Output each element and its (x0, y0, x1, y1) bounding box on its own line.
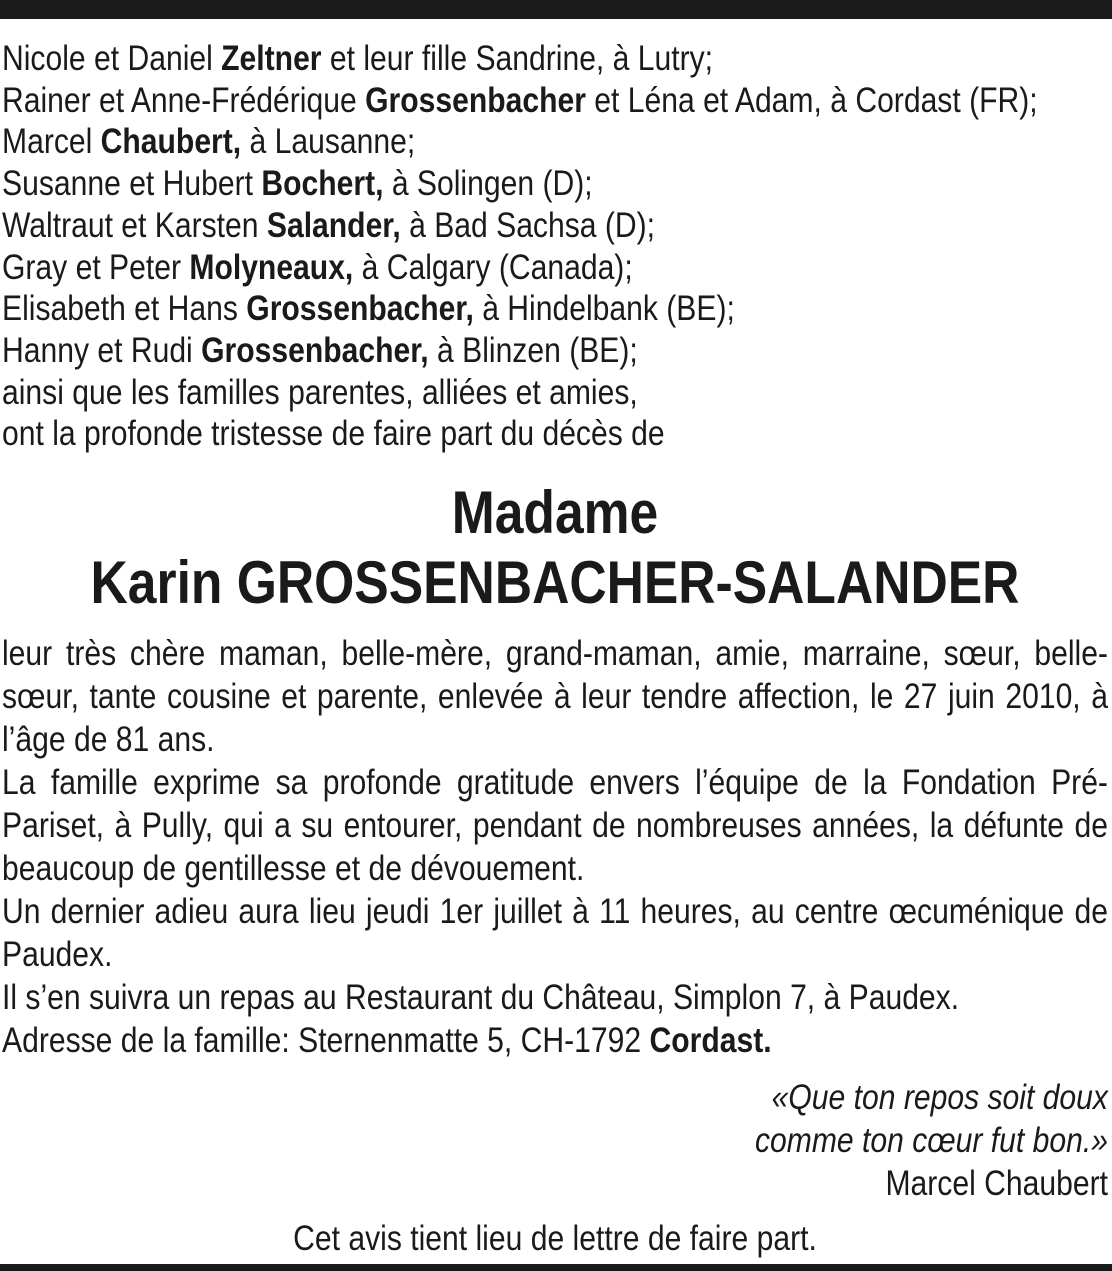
gratitude-paragraph: La famille exprime sa profonde gratitude envers l’équipe de la Fondation Pré-Pariset, à Pully, qui a su entourer, pendant de nombreuses années, la défunte de beaucoup de gentillesse et de dévouement. (2, 763, 1108, 889)
description-paragraph: leur très chère maman, belle-mère, grand-maman, amie, marraine, sœur, belle-sœur, tante cousine et parente, enlevée à leur tendre affection, le 27 juin 2010, à l’âge de 81 ans. (2, 634, 1108, 760)
deceased-name: Karin GROSSENBACHER-SALANDER (90, 549, 1020, 617)
family-name: Chaubert, (100, 122, 242, 162)
family-line: Gray et Peter Molyneaux, à Calgary (Canada); (2, 247, 633, 287)
deceased-honorific: Madame (451, 479, 659, 547)
meal-paragraph: Il s’en suivra un repas au Restaurant du Château, Simplon 7, à Paudex. (2, 978, 960, 1018)
quote-line: comme ton cœur fut bon.» (754, 1121, 1108, 1161)
family-line: Elisabeth et Hans Grossenbacher, à Hindelbank (BE); (2, 289, 735, 329)
quote-author: Marcel Chaubert (885, 1164, 1108, 1204)
quote-line: «Que ton repos soit doux (771, 1078, 1108, 1118)
family-name: Grossenbacher, (246, 289, 474, 329)
family-name: Molyneaux, (189, 247, 354, 287)
family-list (2, 38, 1108, 455)
intro-line: ainsi que les familles parentes, alliées et amies, (2, 372, 638, 412)
ceremony-paragraph: Un dernier adieu aura lieu jeudi 1er juillet à 11 heures, au centre œcuménique de Paudex. (2, 892, 1108, 975)
family-name: Grossenbacher (365, 80, 586, 120)
family-name: Bochert, (261, 164, 384, 204)
family-line: Nicole et Daniel Zeltner et leur fille Sandrine, à Lutry; (2, 39, 714, 78)
family-line: Hanny et Rudi Grossenbacher, à Blinzen (BE); (2, 330, 638, 370)
family-line: Susanne et Hubert Bochert, à Solingen (D); (2, 164, 593, 204)
family-line: Marcel Chaubert, à Lausanne; (2, 122, 416, 162)
family-name: Salander, (266, 205, 401, 245)
closing-note: Cet avis tient lieu de lettre de faire part. (293, 1219, 817, 1259)
intro-line: ont la profonde tristesse de faire part du décès de (2, 414, 665, 454)
obituary-notice (2, 38, 1108, 1260)
family-line: Waltraut et Karsten Salander, à Bad Sachsa (D); (2, 205, 656, 245)
family-name: Zeltner (221, 39, 322, 78)
family-name: Grossenbacher, (201, 330, 429, 370)
top-rule (0, 0, 1112, 19)
family-address: Adresse de la famille: Sternenmatte 5, CH-1792 Cordast. (2, 1021, 772, 1061)
address-city: Cordast. (649, 1021, 772, 1061)
bottom-rule (0, 1264, 1112, 1271)
family-line: Rainer et Anne-Frédérique Grossenbacher et Léna et Adam, à Cordast (FR); (2, 80, 1038, 120)
